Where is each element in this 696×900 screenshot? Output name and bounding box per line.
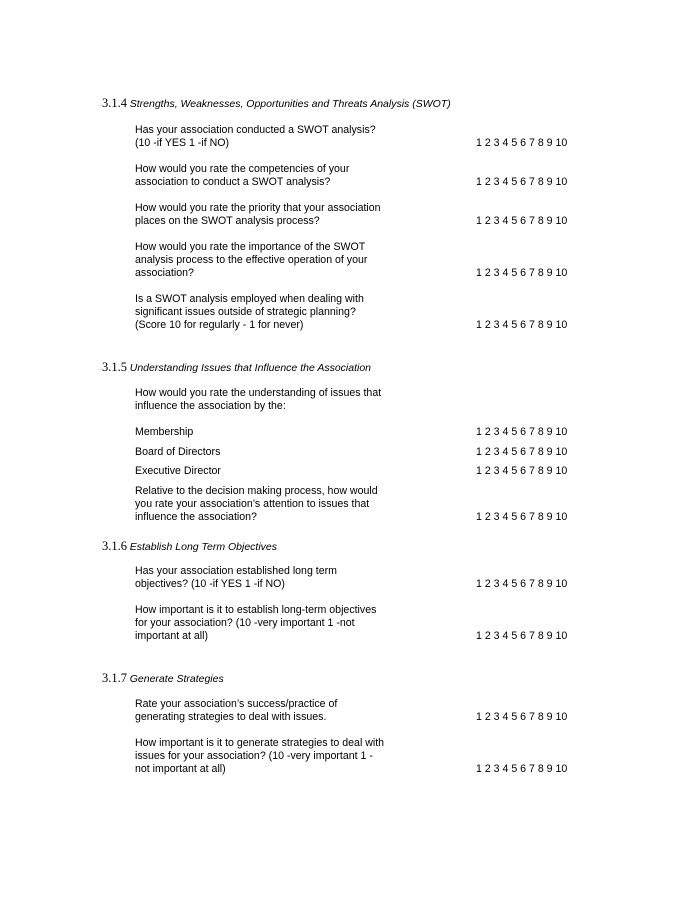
section-heading-3-1-6	[102, 539, 277, 554]
question-line: Relative to the decision making process, how would	[135, 485, 378, 497]
section-number: 3.1.7	[102, 671, 127, 685]
question-long-term-objectives	[135, 565, 465, 591]
section-number: 3.1.4	[102, 96, 127, 110]
question-line: Has your association conducted a SWOT analysis?	[135, 124, 376, 136]
question-swot-conducted	[135, 124, 465, 150]
rating-scale[interactable]: 1 2 3 4 5 6 7 8 9 10	[476, 711, 568, 723]
question-line: issues for your association? (10 -very important 1 -	[135, 750, 373, 762]
question-line: Membership	[135, 426, 194, 438]
question-line: for your association? (10 -very important 1 -not	[135, 617, 355, 629]
question-line: places on the SWOT analysis process?	[135, 215, 320, 227]
question-line: influence the association by the:	[135, 400, 286, 412]
question-line: How would you rate the understanding of issues that	[135, 387, 382, 399]
question-line: significant issues outside of strategic planning?	[135, 306, 356, 318]
rating-scale[interactable]: 1 2 3 4 5 6 7 8 9 10	[476, 176, 568, 188]
question-line: How would you rate the importance of the SWOT	[135, 241, 366, 253]
question-line: influence the association?	[135, 511, 257, 523]
question-strategies-importance	[135, 737, 465, 776]
rating-scale[interactable]: 1 2 3 4 5 6 7 8 9 10	[476, 215, 568, 227]
question-swot-employed	[135, 293, 465, 332]
question-swot-priority	[135, 202, 465, 228]
question-line: How important is it to establish long-term objectives	[135, 604, 377, 616]
section-title: Generate Strategies	[129, 673, 224, 685]
question-line: Board of Directors	[135, 446, 221, 458]
question-line: important at all)	[135, 630, 209, 642]
question-line: Is a SWOT analysis employed when dealing with	[135, 293, 364, 305]
section-heading-3-1-5	[102, 360, 371, 375]
section-title: Understanding Issues that Influence the Association	[129, 362, 372, 374]
rating-scale[interactable]: 1 2 3 4 5 6 7 8 9 10	[476, 578, 568, 590]
question-line: generating strategies to deal with issues.	[135, 711, 327, 723]
rating-scale[interactable]: 1 2 3 4 5 6 7 8 9 10	[476, 465, 568, 477]
question-line: (Score 10 for regularly - 1 for never)	[135, 319, 304, 331]
question-line: analysis process to the effective operation of your	[135, 254, 368, 266]
rating-scale[interactable]: 1 2 3 4 5 6 7 8 9 10	[476, 630, 568, 642]
question-line: How would you rate the priority that your association	[135, 202, 381, 214]
question-line: Has your association established long term	[135, 565, 337, 577]
question-line: Executive Director	[135, 465, 221, 477]
question-line: you rate your association’s attention to issues that	[135, 498, 370, 510]
question-line: association?	[135, 267, 194, 279]
question-line: association to conduct a SWOT analysis?	[135, 176, 331, 188]
question-membership	[135, 426, 465, 439]
question-line: (10 -if YES 1 -if NO)	[135, 137, 229, 149]
rating-scale[interactable]: 1 2 3 4 5 6 7 8 9 10	[476, 267, 568, 279]
question-line: How would you rate the competencies of your	[135, 163, 350, 175]
rating-scale[interactable]: 1 2 3 4 5 6 7 8 9 10	[476, 426, 568, 438]
question-line: How important is it to generate strategies to deal with	[135, 737, 385, 749]
section-heading-3-1-4	[102, 96, 451, 111]
question-line: not important at all)	[135, 763, 226, 775]
rating-scale[interactable]: 1 2 3 4 5 6 7 8 9 10	[476, 137, 568, 149]
question-line: objectives? (10 -if YES 1 -if NO)	[135, 578, 285, 590]
section-heading-3-1-7	[102, 671, 224, 686]
section-title: Establish Long Term Objectives	[129, 541, 278, 553]
question-swot-importance	[135, 241, 465, 280]
question-understanding-issues	[135, 387, 465, 413]
question-executive-director	[135, 465, 465, 478]
rating-scale[interactable]: 1 2 3 4 5 6 7 8 9 10	[476, 319, 568, 331]
question-line: Rate your association’s success/practice of	[135, 698, 338, 710]
section-number: 3.1.5	[102, 360, 127, 374]
rating-scale[interactable]: 1 2 3 4 5 6 7 8 9 10	[476, 446, 568, 458]
section-title: Strengths, Weaknesses, Opportunities and Threats Analysis (SWOT)	[129, 98, 451, 110]
section-number: 3.1.6	[102, 539, 127, 553]
rating-scale[interactable]: 1 2 3 4 5 6 7 8 9 10	[476, 511, 568, 523]
question-board-of-directors	[135, 446, 465, 459]
rating-scale[interactable]: 1 2 3 4 5 6 7 8 9 10	[476, 763, 568, 775]
question-objectives-importance	[135, 604, 465, 643]
question-decision-making	[135, 485, 465, 524]
question-swot-competencies	[135, 163, 465, 189]
question-strategies-success	[135, 698, 465, 724]
